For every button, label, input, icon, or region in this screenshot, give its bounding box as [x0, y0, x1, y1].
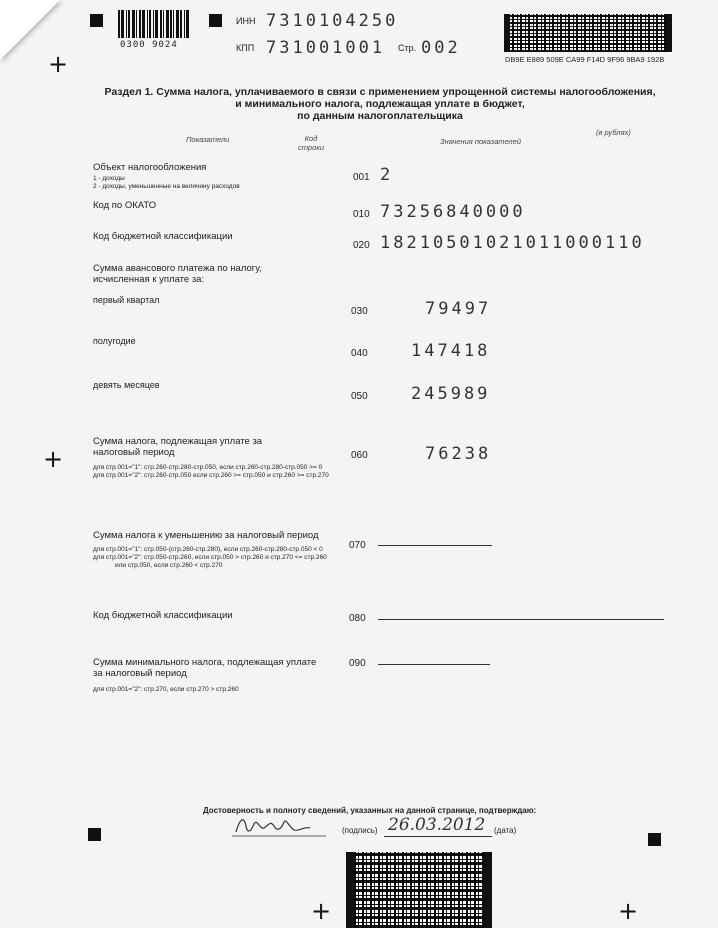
row-050-value: 245989	[411, 384, 491, 404]
row-050-label: девять месяцев	[93, 380, 160, 390]
col-code-line1: Код	[304, 134, 318, 143]
section-title-line2: и минимального налога, подлежащая уплате в бюджет,	[235, 98, 525, 110]
registration-square-bottom-left	[88, 828, 101, 841]
row-090-notes	[93, 686, 239, 694]
barcode-number: 0300 9024	[120, 40, 178, 50]
row-040-value: 147418	[411, 341, 491, 361]
row-060-label	[93, 436, 262, 458]
row-060-note-2: для стр.001="2": стр.260-стр.050 если стр.260 >= стр.050 и стр.260 >= стр.270	[93, 472, 329, 479]
barcode-guard-left	[504, 14, 510, 52]
row-060-notes	[93, 464, 329, 480]
row-010-code: 010	[353, 209, 370, 220]
row-060-note-1: для стр.001="1": стр.260-стр.280-стр.050, если стр.260-стр.280-стр.050 >= 0	[93, 464, 323, 471]
inn-value: 7310104250	[266, 11, 399, 31]
row-090-code: 090	[349, 658, 366, 669]
row-001-note-2: 2 - доходы, уменьшенные на величину расходов	[93, 183, 240, 190]
registration-square-top-mid	[209, 14, 222, 27]
row-050-code: 050	[351, 391, 368, 402]
row-080-code: 080	[349, 613, 366, 624]
handwritten-signature	[230, 812, 330, 840]
advance-payment-heading	[93, 263, 262, 285]
bottom-barcode-guard-right	[484, 852, 492, 928]
section-title-line3: по данным налогоплательщика	[297, 110, 463, 122]
row-010-label: Код по ОКАТО	[93, 200, 157, 211]
row-090-label-line1: Сумма минимального налога, подлежащая уплате	[93, 657, 317, 668]
col-code	[298, 134, 324, 152]
row-001-note-1: 1 - доходы	[93, 175, 125, 182]
row-090-label-line2: за налоговый период	[93, 668, 187, 679]
row-090-note-1: для стр.001="2": стр.270, если стр.270 > стр.260	[93, 686, 239, 693]
document-code: DB9E E889 509E CA99 F14D 9F96 9BA9 192B	[505, 55, 665, 64]
row-001-value: 2	[380, 165, 394, 185]
row-001-label: Объект налогообложения	[93, 162, 207, 173]
row-080-value-line	[378, 619, 664, 620]
signature-label: (подпись)	[342, 826, 378, 835]
col-values: Значения показателей	[440, 137, 522, 146]
registration-cross-mid-left: +	[43, 445, 64, 473]
row-030-code: 030	[351, 306, 368, 317]
advance-heading-line2: исчисленная к уплате за:	[93, 274, 205, 285]
section-title	[80, 86, 680, 122]
row-040-label: полугодие	[93, 336, 136, 346]
row-010-value: 73256840000	[380, 202, 526, 222]
date-underline	[384, 836, 492, 837]
advance-heading-line1: Сумма авансового платежа по налогу,	[93, 263, 262, 274]
row-070-note-3: или стр.050, если стр.260 < стр.270	[115, 562, 223, 569]
row-030-label: первый квартал	[93, 295, 160, 305]
date-value: 26.03.2012	[388, 815, 486, 835]
registration-cross-bottom-right: +	[618, 897, 639, 925]
row-001-code: 001	[353, 172, 370, 183]
row-090-value-line	[378, 664, 490, 665]
kpp-label: КПП	[236, 43, 255, 53]
row-070-note-1: для стр.001="1": стр.050-(стр.260-стр.280), если стр.260-стр.280-стр.050 < 0	[93, 546, 323, 553]
row-060-label-line2: налоговый период	[93, 447, 175, 458]
row-020-value: 18210501021011000110	[380, 233, 645, 253]
row-020-code: 020	[353, 240, 370, 251]
top-linear-barcode	[118, 10, 202, 38]
row-060-code: 060	[351, 450, 368, 461]
page-value: 002	[421, 38, 461, 58]
row-001-notes	[93, 175, 240, 191]
row-070-notes	[93, 546, 327, 570]
row-070-value-line	[378, 545, 492, 546]
row-020-label: Код бюджетной классификации	[93, 231, 233, 242]
top-2d-barcode	[504, 14, 672, 52]
col-code-line2: строки	[298, 143, 324, 152]
col-indicators: Показатели	[186, 135, 230, 144]
row-070-label: Сумма налога к уменьшению за налоговый период	[93, 530, 319, 541]
registration-cross-bottom-mid: +	[311, 897, 332, 925]
page-label: Стр.	[398, 43, 417, 53]
registration-cross-top-left: +	[48, 50, 69, 78]
row-040-code: 040	[351, 348, 368, 359]
registration-square-bottom-right	[648, 833, 661, 846]
row-060-value: 76238	[425, 444, 492, 464]
row-060-label-line1: Сумма налога, подлежащая уплате за	[93, 436, 263, 447]
bottom-barcode-guard-left	[346, 852, 354, 928]
currency-note: (в рублях)	[596, 128, 631, 137]
date-label: (дата)	[494, 826, 517, 835]
row-090-label	[93, 657, 316, 679]
row-070-note-2: для стр.001="2": стр.050-стр.260, если стр.050 > стр.260 и стр.270 <= стр.260	[93, 554, 327, 561]
registration-square-top-left	[90, 14, 103, 27]
row-030-value: 79497	[425, 299, 492, 319]
section-title-line1: Раздел 1. Сумма налога, уплачиваемого в связи с применением упрощенной системы налогообложения,	[104, 86, 656, 98]
barcode-guard-right	[666, 14, 672, 52]
row-070-code: 070	[349, 540, 366, 551]
confirmation-text: Достоверность и полноту сведений, указанных на данной странице, подтверждаю:	[203, 806, 537, 815]
bottom-2d-barcode	[346, 852, 492, 928]
kpp-value: 731001001	[266, 38, 386, 58]
inn-label: ИНН	[236, 16, 256, 26]
row-080-label: Код бюджетной классификации	[93, 610, 233, 621]
